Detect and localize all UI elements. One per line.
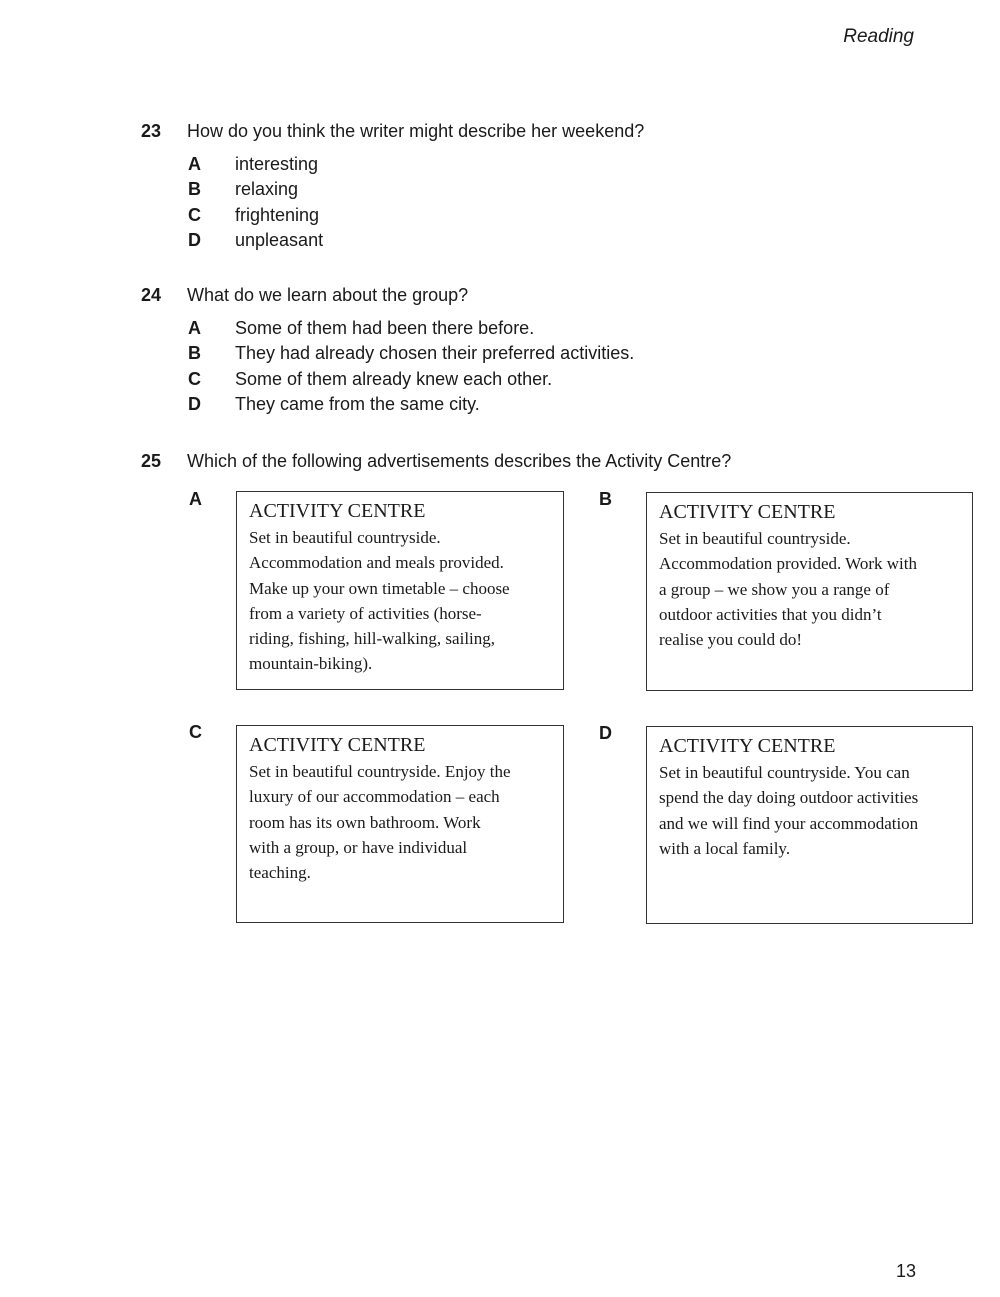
- ad-line: Set in beautiful countryside.: [659, 529, 851, 548]
- question-header: [141, 121, 941, 142]
- option-list: [188, 318, 941, 419]
- option-b[interactable]: [188, 343, 941, 368]
- ad-line: riding, fishing, hill-walking, sailing,: [249, 629, 496, 649]
- option-letter: B: [188, 179, 201, 200]
- ad-letter-b: B: [599, 489, 612, 509]
- advertisement-c[interactable]: [236, 725, 564, 923]
- ad-line: realise you could do!: [659, 630, 803, 650]
- question-24: [141, 285, 941, 419]
- ad-line: with a group, or have individual: [249, 837, 468, 857]
- option-letter: B: [188, 343, 201, 364]
- option-text: They came from the same city.: [235, 393, 480, 414]
- ad-line: Accommodation provided. Work with: [659, 554, 917, 574]
- option-list: [188, 154, 941, 255]
- ad-line: Set in beautiful countryside. Enjoy the: [249, 762, 511, 781]
- option-text: unpleasant: [235, 229, 324, 250]
- running-head: Reading: [843, 26, 914, 47]
- option-c[interactable]: [188, 205, 941, 230]
- question-text: Which of the following advertisements describes the Activity Centre?: [187, 451, 732, 471]
- advertisement-d[interactable]: [646, 726, 973, 924]
- option-letter: D: [188, 393, 201, 414]
- ad-line: from a variety of activities (horse-: [249, 603, 482, 623]
- option-a[interactable]: [188, 318, 941, 343]
- ad-body: [659, 760, 960, 861]
- question-number: 23: [141, 121, 162, 141]
- question-header: [141, 451, 941, 472]
- ad-line: luxury of our accommodation – each: [249, 787, 500, 807]
- question-header: [141, 285, 941, 306]
- question-number: 25: [141, 451, 162, 471]
- advertisement-b[interactable]: [646, 492, 973, 691]
- advertisement-a[interactable]: [236, 491, 564, 690]
- ad-letter-a: A: [189, 489, 202, 509]
- option-text: They had already chosen their preferred activities.: [235, 343, 635, 364]
- option-a[interactable]: [188, 154, 941, 179]
- option-letter: A: [188, 318, 201, 338]
- ad-line: mountain-biking).: [249, 654, 373, 674]
- ad-line: Make up your own timetable – choose: [249, 578, 510, 598]
- ad-title: ACTIVITY CENTRE: [249, 500, 426, 522]
- ad-body: [659, 526, 960, 652]
- option-text: Some of them already knew each other.: [235, 368, 553, 389]
- ad-title: ACTIVITY CENTRE: [249, 734, 426, 756]
- ad-title: ACTIVITY CENTRE: [659, 735, 836, 757]
- option-letter: A: [188, 154, 201, 174]
- option-d[interactable]: [188, 394, 941, 419]
- option-c[interactable]: [188, 369, 941, 394]
- option-text: interesting: [235, 154, 319, 174]
- ad-line: Accommodation and meals provided.: [249, 553, 504, 573]
- ad-line: a group – we show you a range of: [659, 579, 890, 599]
- option-text: relaxing: [235, 179, 299, 200]
- ad-line: Set in beautiful countryside.: [249, 528, 441, 547]
- option-d[interactable]: [188, 230, 941, 255]
- ad-body: [249, 525, 551, 677]
- ad-letter-c: C: [189, 722, 202, 742]
- question-text: How do you think the writer might describe her weekend?: [187, 121, 645, 141]
- ad-line: Set in beautiful countryside. You can: [659, 763, 910, 782]
- question-23: [141, 121, 941, 255]
- question-text: What do we learn about the group?: [187, 285, 469, 305]
- ad-body: [249, 759, 551, 885]
- option-text: frightening: [235, 204, 320, 225]
- option-letter: D: [188, 229, 201, 250]
- question-25: [141, 451, 941, 472]
- ad-line: with a local family.: [659, 838, 791, 858]
- ad-letter-d: D: [599, 723, 612, 743]
- ad-line: outdoor activities that you didn’t: [659, 604, 882, 624]
- ad-title: ACTIVITY CENTRE: [659, 501, 836, 523]
- option-b[interactable]: [188, 179, 941, 204]
- option-letter: C: [188, 204, 201, 225]
- ad-line: teaching.: [249, 863, 311, 883]
- option-letter: C: [188, 368, 201, 389]
- question-number: 24: [141, 285, 162, 305]
- ad-line: spend the day doing outdoor activities: [659, 788, 919, 808]
- ad-line: and we will find your accommodation: [659, 813, 919, 833]
- page-number: 13: [895, 1261, 916, 1281]
- ad-line: room has its own bathroom. Work: [249, 812, 481, 832]
- option-text: Some of them had been there before.: [235, 318, 535, 338]
